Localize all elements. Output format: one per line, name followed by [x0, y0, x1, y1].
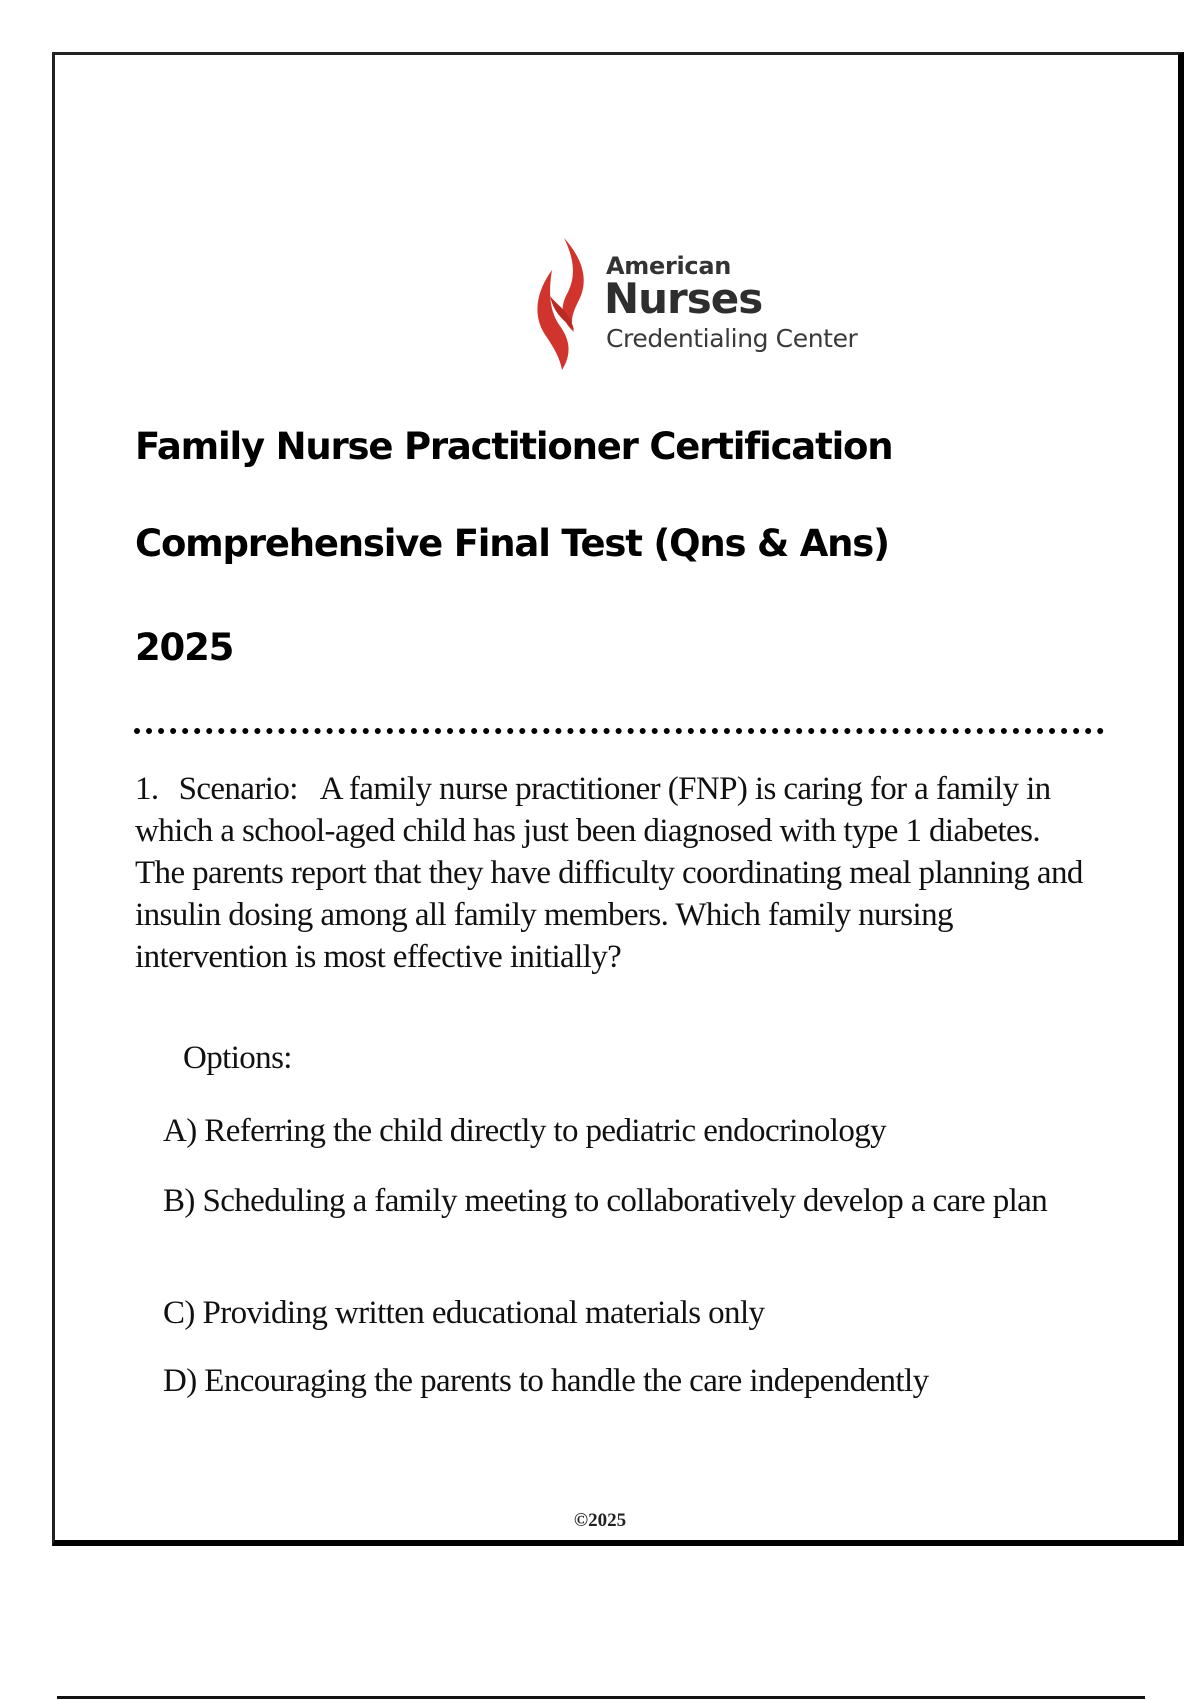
option-c	[135, 1292, 1095, 1334]
logo-text-american: American	[606, 252, 732, 280]
option-letter: A)	[163, 1113, 197, 1149]
question-label: Scenario:	[178, 771, 298, 807]
option-letter: B)	[163, 1183, 195, 1219]
question-1	[135, 768, 1095, 978]
bottom-rule	[57, 1696, 1145, 1699]
logo-text-credentialing-center: Credentialing Center	[606, 324, 858, 353]
logo-text-nurses: Nurses	[604, 274, 763, 323]
option-letter: D)	[163, 1363, 197, 1399]
option-text: Encouraging the parents to handle the care independently	[204, 1363, 929, 1399]
options-label: Options:	[183, 1040, 292, 1076]
option-text: Providing written educational materials only	[202, 1295, 765, 1331]
flame-icon	[530, 236, 592, 372]
ancc-logo	[530, 236, 870, 372]
option-text: Scheduling a family meeting to collaboratively develop a care plan	[202, 1183, 1048, 1219]
option-text: Referring the child directly to pediatric endocrinology	[204, 1113, 887, 1149]
copyright-footer: ©2025	[573, 1510, 627, 1531]
dotted-divider	[134, 728, 1104, 734]
question-text: A family nurse practitioner (FNP) is caring for a family in which a school-aged child has just been diagnosed with type 1 diabetes. The parents report that they have difficulty coordinating meal planning and insulin dosing among all family members. Which family nursing intervention is most effective initially?	[135, 771, 1083, 975]
document-year: 2025	[135, 626, 234, 669]
question-number: 1.	[135, 771, 159, 807]
option-d	[135, 1360, 1095, 1402]
option-letter: C)	[163, 1295, 195, 1331]
document-title-line1: Family Nurse Practitioner Certification	[135, 425, 893, 468]
option-b	[135, 1180, 1095, 1222]
document-title-line2: Comprehensive Final Test (Qns & Ans)	[135, 522, 889, 565]
option-a	[135, 1110, 1095, 1152]
